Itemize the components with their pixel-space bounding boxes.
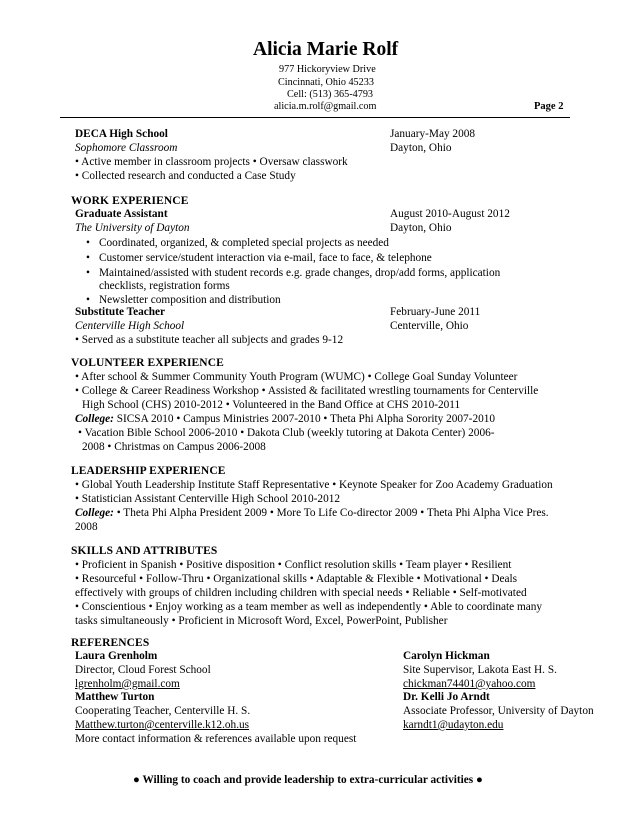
deca-location: Dayton, Ohio bbox=[390, 142, 452, 154]
bullet: • bbox=[86, 294, 90, 306]
work-heading: WORK EXPERIENCE bbox=[71, 195, 189, 207]
skills-line-3: effectively with groups of children including children with special needs • Reliable • Self-motivated bbox=[75, 587, 527, 599]
deca-title: DECA High School bbox=[75, 128, 168, 140]
volunteer-line-2: • College & Career Readiness Workshop • Assisted & facilitated wrestling tournaments for Centerville bbox=[75, 385, 539, 397]
volunteer-line-5: • Vacation Bible School 2006-2010 • Dakota Club (weekly tutoring at Dakota Center) 2006- bbox=[78, 427, 495, 439]
deca-subtitle: Sophomore Classroom bbox=[75, 142, 178, 154]
ref3-email-link[interactable]: Matthew.turton@centerville.k12.oh.us bbox=[75, 719, 250, 731]
leadership-line-3 bbox=[75, 506, 549, 520]
bullet: • bbox=[86, 252, 90, 264]
references-heading: REFERENCES bbox=[71, 637, 150, 649]
college-label: College: bbox=[75, 507, 114, 519]
skills-line-4: • Conscientious • Enjoy working as a team member as well as independently • Able to coordinate many bbox=[75, 601, 543, 613]
job1-location: Dayton, Ohio bbox=[390, 222, 452, 234]
job2-dates: February-June 2011 bbox=[390, 306, 481, 318]
job2-org: Centerville High School bbox=[75, 320, 185, 332]
ref4-email-link[interactable]: karndt1@udayton.edu bbox=[403, 719, 504, 731]
skills-line-5: tasks simultaneously • Proficient in Microsoft Word, Excel, PowerPoint, Publisher bbox=[75, 615, 448, 627]
job2-title: Substitute Teacher bbox=[75, 306, 166, 318]
references-more: More contact information & references available upon request bbox=[75, 733, 357, 745]
job1-bullet-2: Customer service/student interaction via e-mail, face to face, & telephone bbox=[99, 252, 432, 264]
ref1-title: Director, Cloud Forest School bbox=[75, 664, 211, 676]
volunteer-line-4 bbox=[75, 412, 495, 426]
college-label: College: bbox=[75, 413, 114, 425]
header-divider bbox=[60, 117, 570, 118]
job1-title: Graduate Assistant bbox=[75, 208, 168, 220]
volunteer-heading: VOLUNTEER EXPERIENCE bbox=[71, 357, 224, 369]
job1-org: The University of Dayton bbox=[75, 222, 190, 234]
leadership-line-4: 2008 bbox=[75, 521, 98, 533]
job2-line-1: • Served as a substitute teacher all subjects and grades 9-12 bbox=[75, 334, 344, 346]
volunteer-line-3: High School (CHS) 2010-2012 • Volunteered in the Band Office at CHS 2010-2011 bbox=[82, 399, 461, 411]
job1-bullet-3b: checklists, registration forms bbox=[99, 280, 230, 292]
ref2-email-link[interactable]: chickman74401@yahoo.com bbox=[403, 678, 536, 690]
contact-email: alicia.m.rolf@gmail.com bbox=[274, 101, 377, 112]
address-street: 977 Hickoryview Drive bbox=[279, 64, 376, 75]
volunteer-line-6: 2008 • Christmas on Campus 2006-2008 bbox=[82, 441, 266, 453]
ref4-name: Dr. Kelli Jo Arndt bbox=[403, 691, 490, 703]
page-number: Page 2 bbox=[534, 101, 564, 112]
ref3-title: Cooperating Teacher, Centerville H. S. bbox=[75, 705, 251, 717]
bullet: • bbox=[86, 267, 90, 279]
volunteer-college-text: SICSA 2010 • Campus Ministries 2007-2010 • Theta Phi Alpha Sorority 2007-2010 bbox=[113, 413, 496, 425]
footer-note: ● Willing to coach and provide leadership to extra-curricular activities ● bbox=[133, 774, 483, 786]
leadership-college-text: • Theta Phi Alpha President 2009 • More To Life Co-director 2009 • Theta Phi Alpha Vice Pres. bbox=[113, 507, 549, 519]
ref3-name: Matthew Turton bbox=[75, 691, 155, 703]
ref2-title: Site Supervisor, Lakota East H. S. bbox=[403, 664, 557, 676]
deca-line-1: • Active member in classroom projects • Oversaw classwork bbox=[75, 156, 348, 168]
leadership-line-2: • Statistician Assistant Centerville High School 2010-2012 bbox=[75, 493, 341, 505]
job1-dates: August 2010-August 2012 bbox=[390, 208, 510, 220]
resume-name: Alicia Marie Rolf bbox=[253, 39, 399, 60]
ref2-name: Carolyn Hickman bbox=[403, 650, 490, 662]
deca-dates: January-May 2008 bbox=[390, 128, 476, 140]
job2-location: Centerville, Ohio bbox=[390, 320, 469, 332]
contact-cell: Cell: (513) 365-4793 bbox=[287, 89, 374, 100]
bullet: • bbox=[86, 237, 90, 249]
ref1-name: Laura Grenholm bbox=[75, 650, 158, 662]
job1-bullet-1: Coordinated, organized, & completed special projects as needed bbox=[99, 237, 389, 249]
skills-heading: SKILLS AND ATTRIBUTES bbox=[71, 545, 218, 557]
deca-line-2: • Collected research and conducted a Case Study bbox=[75, 170, 296, 182]
leadership-heading: LEADERSHIP EXPERIENCE bbox=[71, 465, 226, 477]
skills-line-1: • Proficient in Spanish • Positive disposition • Conflict resolution skills • Team player • Resilient bbox=[75, 559, 512, 571]
ref4-title: Associate Professor, University of Dayton bbox=[403, 705, 594, 717]
volunteer-line-1: • After school & Summer Community Youth Program (WUMC) • College Goal Sunday Volunteer bbox=[75, 371, 518, 383]
leadership-line-1: • Global Youth Leadership Institute Staff Representative • Keynote Speaker for Zoo Academy Graduation bbox=[75, 479, 553, 491]
job1-bullet-3a: Maintained/assisted with student records e.g. grade changes, drop/add forms, application bbox=[99, 267, 501, 279]
skills-line-2: • Resourceful • Follow-Thru • Organizational skills • Adaptable & Flexible • Motivational • Deals bbox=[75, 573, 518, 585]
address-city: Cincinnati, Ohio 45233 bbox=[278, 77, 374, 88]
ref1-email-link[interactable]: lgrenholm@gmail.com bbox=[75, 678, 180, 690]
job1-bullet-4: Newsletter composition and distribution bbox=[99, 294, 281, 306]
